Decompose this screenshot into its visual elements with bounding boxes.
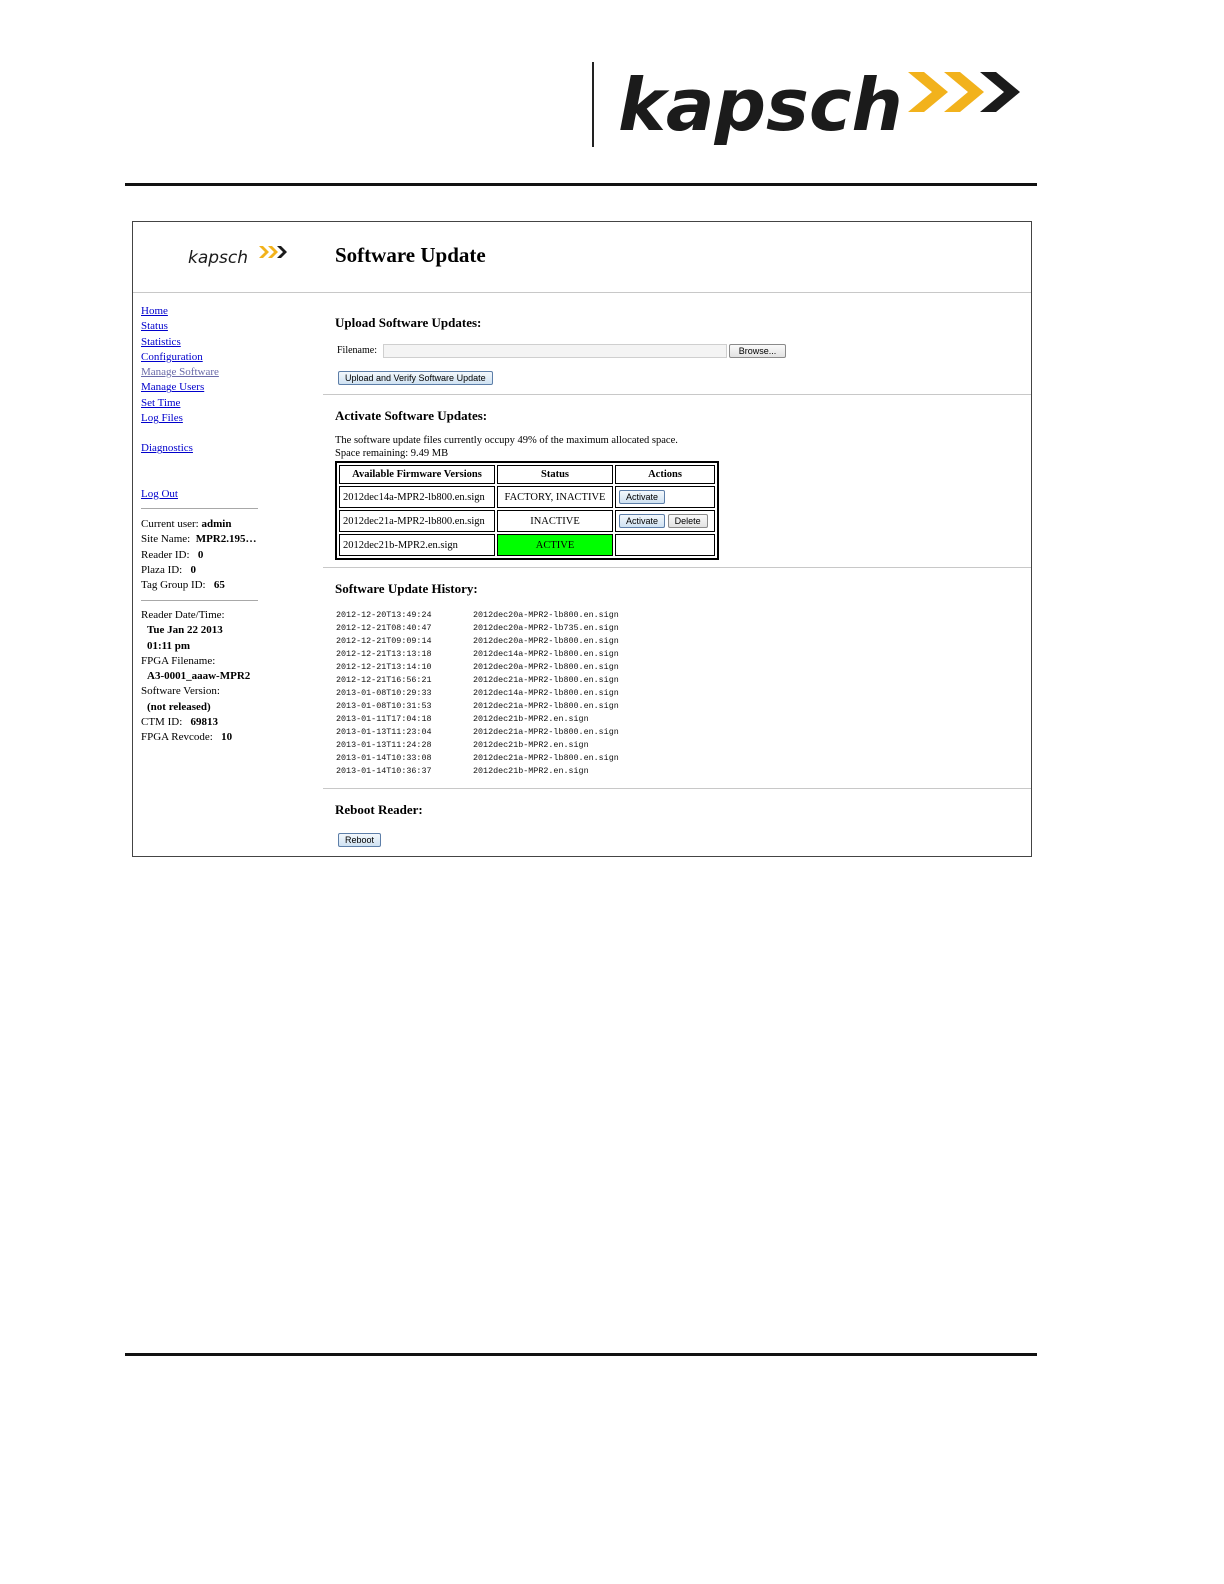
nav-home[interactable]: Home — [141, 305, 168, 317]
history-timestamp: 2012-12-21T09:09:14 — [336, 636, 432, 646]
nav-set-time[interactable]: Set Time — [141, 396, 181, 409]
history-filename: 2012dec21a-MPR2-lb800.en.sign — [473, 727, 619, 737]
firmware-actions — [615, 486, 715, 508]
fpga-revcode-value: 10 — [221, 731, 233, 744]
section-rule-2 — [323, 567, 1031, 568]
tag-group-value: 65 — [213, 579, 225, 592]
col-status: Status — [497, 465, 613, 484]
page-title: Software Update — [335, 243, 486, 267]
firmware-table — [335, 461, 719, 560]
history-timestamp: 2013-01-13T11:24:28 — [336, 740, 432, 750]
sidebar-rule-2 — [141, 600, 258, 601]
filename-input[interactable] — [383, 344, 727, 358]
list-item — [336, 622, 619, 635]
list-item — [336, 713, 619, 726]
reboot-button[interactable]: Reboot — [338, 833, 381, 847]
history-timestamp: 2013-01-08T10:31:53 — [336, 701, 432, 711]
history-timestamp: 2013-01-13T11:23:04 — [336, 727, 432, 737]
history-timestamp: 2012-12-21T08:40:47 — [336, 623, 432, 633]
nav-diagnostics[interactable]: Diagnostics — [141, 442, 193, 455]
filename-label: Filename: — [337, 345, 377, 356]
list-item — [336, 752, 619, 765]
web-ui-screenshot — [132, 221, 1032, 857]
current-user-value: admin — [201, 518, 232, 530]
firmware-version: 2012dec21b-MPR2.en.sign — [339, 534, 495, 556]
nav-log-files[interactable]: Log Files — [141, 412, 183, 425]
list-item — [336, 635, 619, 648]
plaza-id-value: 0 — [190, 563, 196, 576]
firmware-version: 2012dec14a-MPR2-lb800.en.sign — [339, 486, 495, 508]
history-timestamp: 2012-12-21T13:13:18 — [336, 649, 432, 659]
history-filename: 2012dec21b-MPR2.en.sign — [473, 766, 589, 776]
history-filename: 2012dec14a-MPR2-lb800.en.sign — [473, 649, 619, 659]
table-row — [339, 486, 715, 508]
reader-date: Tue Jan 22 2013 — [147, 624, 223, 637]
history-timestamp: 2013-01-08T10:29:33 — [336, 688, 432, 698]
fpga-filename-value: A3-0001_aaaw-MPR2 — [147, 670, 251, 683]
nav-statistics[interactable]: Statistics — [141, 335, 181, 348]
history-filename: 2012dec21a-MPR2-lb800.en.sign — [473, 701, 619, 711]
kapsch-logo-small — [188, 242, 293, 270]
history-filename: 2012dec20a-MPR2-lb800.en.sign — [473, 662, 619, 672]
sidebar-nav — [141, 304, 219, 502]
col-actions: Actions — [615, 465, 715, 484]
software-version-label: Software Version: — [141, 685, 220, 698]
nav-manage-users[interactable]: Manage Users — [141, 381, 205, 394]
reader-time: 01:11 pm — [147, 639, 191, 652]
history-filename: 2012dec14a-MPR2-lb800.en.sign — [473, 688, 619, 698]
list-item — [336, 674, 619, 687]
space-remaining-text: Space remaining: 9.49 MB — [335, 448, 449, 459]
col-versions: Available Firmware Versions — [339, 465, 495, 484]
history-filename: 2012dec21b-MPR2.en.sign — [473, 714, 589, 724]
upload-verify-button[interactable]: Upload and Verify Software Update — [338, 371, 493, 385]
nav-logout[interactable]: Log Out — [141, 487, 178, 500]
list-item — [336, 700, 619, 713]
firmware-actions — [615, 510, 715, 532]
site-name-value: MPR2.195… — [195, 533, 257, 546]
firmware-status: INACTIVE — [497, 510, 613, 532]
software-version-value: (not released) — [147, 700, 211, 713]
plaza-id-label: Plaza ID: — [141, 563, 183, 576]
section-rule-3 — [323, 788, 1031, 789]
history-filename: 2012dec21a-MPR2-lb800.en.sign — [473, 675, 619, 685]
browse-button[interactable]: Browse... — [729, 344, 786, 358]
history-timestamp: 2012-12-21T13:14:10 — [336, 662, 432, 672]
list-item — [336, 648, 619, 661]
page-rule-bottom — [125, 1353, 1037, 1356]
activate-button[interactable]: Activate — [619, 490, 665, 504]
svg-text:kapsch: kapsch — [618, 63, 903, 147]
user-info — [141, 517, 256, 593]
activate-heading: Activate Software Updates: — [335, 408, 488, 423]
usage-text: The software update files currently occupy 49% of the maximum allocated space. — [335, 435, 678, 446]
list-item — [336, 687, 619, 700]
history-timestamp: 2012-12-21T16:56:21 — [336, 675, 432, 685]
list-item — [336, 661, 619, 674]
nav-manage-software[interactable]: Manage Software — [141, 366, 219, 379]
activate-button[interactable]: Activate — [619, 514, 665, 528]
fpga-revcode-label: FPGA Revcode: — [141, 731, 213, 744]
history-filename: 2012dec21a-MPR2-lb800.en.sign — [473, 753, 619, 763]
history-filename: 2012dec20a-MPR2-lb800.en.sign — [473, 636, 619, 646]
table-row — [339, 534, 715, 556]
section-rule-1 — [323, 394, 1031, 395]
site-name-label: Site Name: — [141, 533, 191, 546]
svg-text:kapsch: kapsch — [188, 248, 249, 268]
reader-id-label: Reader ID: — [141, 548, 190, 561]
firmware-status: FACTORY, INACTIVE — [497, 486, 613, 508]
ctm-id-value: 69813 — [190, 716, 218, 729]
firmware-table-header — [339, 465, 715, 484]
history-list — [336, 609, 619, 778]
page-rule-top — [125, 183, 1037, 186]
delete-button[interactable]: Delete — [668, 514, 708, 528]
history-timestamp: 2013-01-11T17:04:18 — [336, 714, 432, 724]
firmware-status-active: ACTIVE — [497, 534, 613, 556]
history-timestamp: 2013-01-14T10:33:08 — [336, 753, 432, 763]
reader-info — [141, 608, 250, 746]
nav-status[interactable]: Status — [141, 320, 168, 333]
history-filename: 2012dec21b-MPR2.en.sign — [473, 740, 589, 750]
list-item — [336, 739, 619, 752]
firmware-version: 2012dec21a-MPR2-lb800.en.sign — [339, 510, 495, 532]
nav-configuration[interactable]: Configuration — [141, 350, 203, 363]
ctm-id-label: CTM ID: — [141, 716, 183, 729]
reader-datetime-label: Reader Date/Time: — [141, 609, 225, 621]
current-user-label: Current user: — [141, 518, 199, 530]
table-row — [339, 510, 715, 532]
history-filename: 2012dec20a-MPR2-lb800.en.sign — [473, 610, 619, 620]
list-item — [336, 726, 619, 739]
list-item — [336, 609, 619, 622]
reboot-heading: Reboot Reader: — [335, 802, 423, 817]
tag-group-label: Tag Group ID: — [141, 579, 206, 592]
fpga-filename-label: FPGA Filename: — [141, 654, 216, 667]
sidebar-rule — [141, 508, 258, 509]
firmware-actions — [615, 534, 715, 556]
kapsch-logo — [618, 58, 1028, 148]
reader-id-value: 0 — [197, 548, 204, 561]
history-heading: Software Update History: — [335, 581, 478, 596]
list-item — [336, 765, 619, 778]
history-filename: 2012dec20a-MPR2-lb735.en.sign — [473, 623, 619, 633]
header-divider — [592, 62, 594, 147]
history-timestamp: 2012-12-20T13:49:24 — [336, 610, 432, 620]
upload-heading: Upload Software Updates: — [335, 315, 482, 330]
header-rule — [133, 292, 1031, 293]
history-timestamp: 2013-01-14T10:36:37 — [336, 766, 432, 776]
